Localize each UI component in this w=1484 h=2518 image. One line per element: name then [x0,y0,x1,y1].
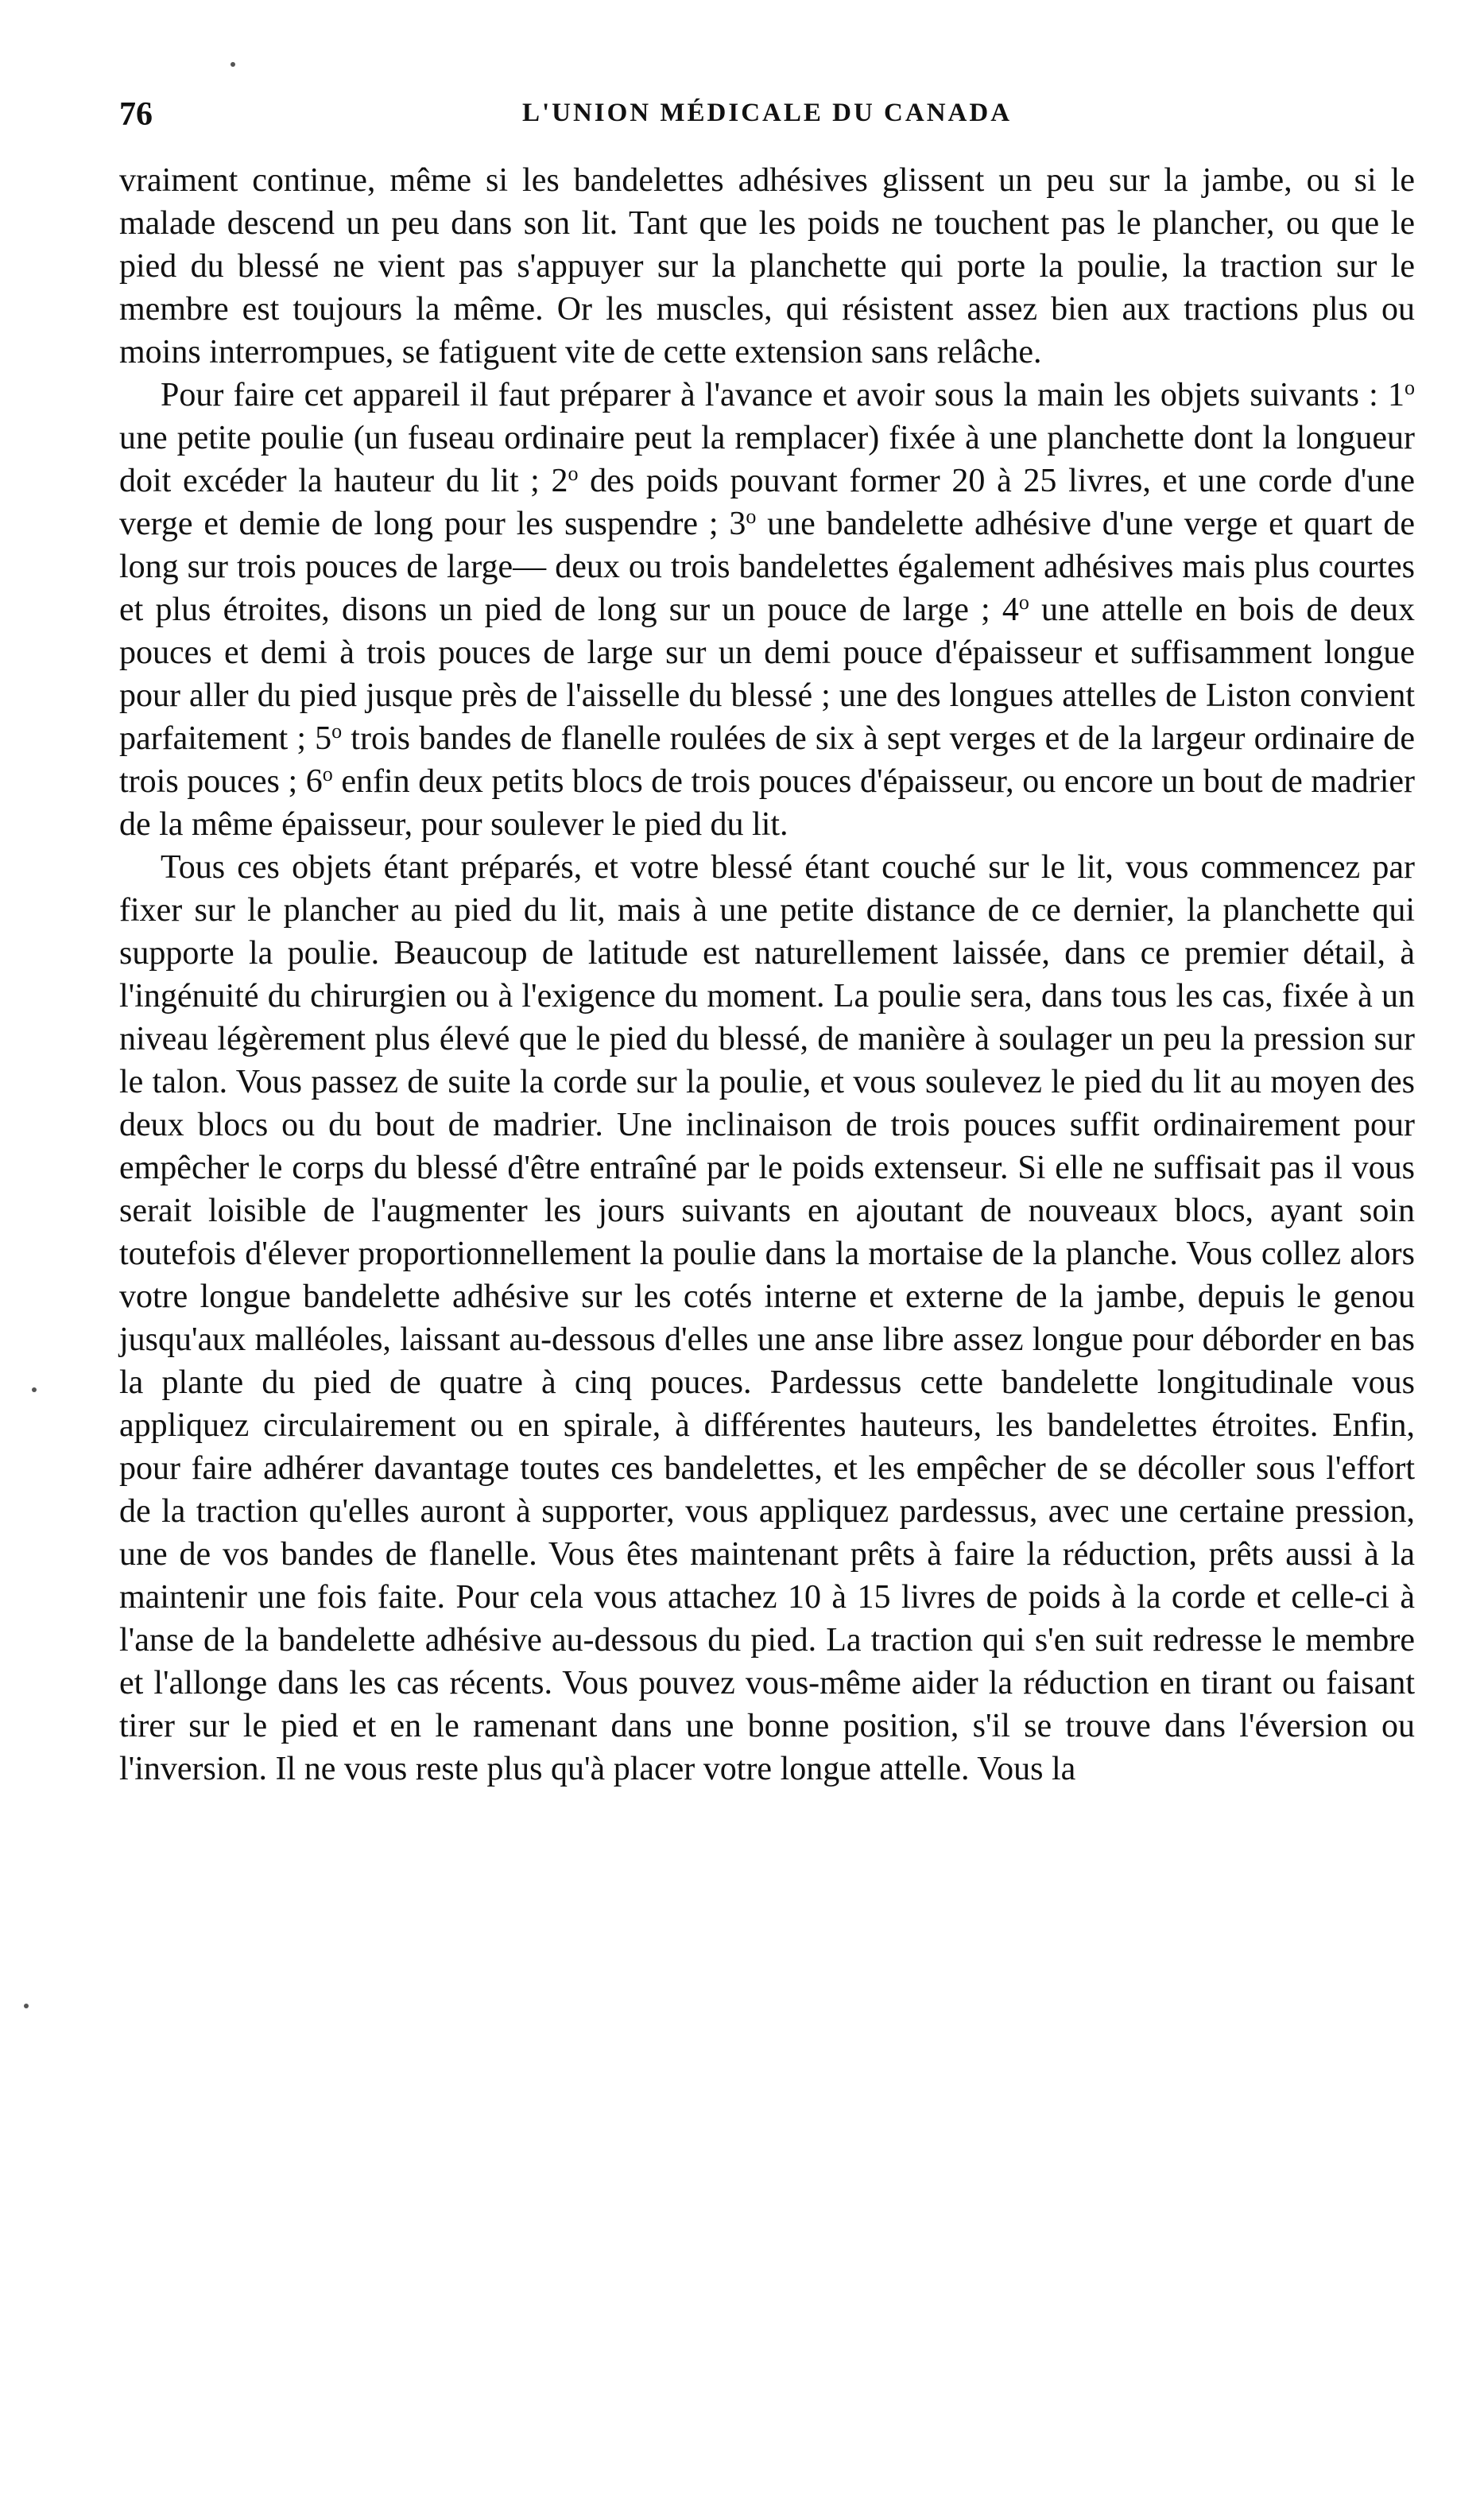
running-title: L'UNION MÉDICALE DU CANADA [521,99,1013,127]
article-body [119,159,1415,1791]
scan-speck [231,62,235,67]
paragraph-3: Tous ces objets étant préparés, et votre blessé étant couché sur le lit, vous commencez par fixer sur le plancher au pied du lit, mais à une petite distance de ce dernier, la planchette qui supporte la poulie. Beaucoup de latitude est naturellement laissée, dans ce premier détail, à l'ingénuité du chirurgien ou à l'exigence du moment. La poulie sera, dans tous les cas, fixée à un niveau légèrement plus élevé que le pied du blessé, de manière à soulager un peu la pression sur le talon. Vous passez de suite la corde sur la poulie, et vous soulevez le pied du lit au moyen des deux blocs ou du bout de madrier. Une inclinaison de trois pouces suffit ordinairement pour empêcher le corps du blessé d'être entraîné par le poids extenseur. Si elle ne suffisait pas il vous serait loisible de l'augmenter les jours suivants en ajoutant de nouveaux blocs, ayant soin toutefois d'élever proportionnellement la poulie dans la mortaise de la planche. Vous collez alors votre longue bandelette adhésive sur les cotés interne et externe de la jambe, depuis le genou jusqu'aux malléoles, laissant au-dessous d'elles une anse libre assez longue pour déborder en bas la plante du pied de quatre à cinq pouces. Pardessus cette bandelette longitudinale vous appliquez circulairement ou en spirale, à différentes hauteurs, les bandelettes étroites. Enfin, pour faire adhérer davantage toutes ces bandelettes, et les empêcher de se décoller sous l'effort de la traction qu'elles auront à supporter, vous appliquez pardessus, avec une certaine pression, une de vos bandes de flanelle. Vous êtes maintenant prêts à faire la réduction, prêts aussi à la maintenir une fois faite. Pour cela vous attachez 10 à 15 livres de poids à la corde et celle-ci à l'anse de la bandelette adhésive au-dessous du pied. La traction qui s'en suit redresse le membre et l'allonge dans les cas récents. Vous pouvez vous-même aider la réduction en tirant ou faisant tirer sur le pied et en le ramenant dans une bonne position, s'il se trouve dans l'éversion ou l'inversion. Il ne vous reste plus qu'à placer votre longue attelle. Vous la [119,849,1415,1787]
page-number: 76 [119,96,153,133]
paragraph-2: Pour faire cet appareil il faut préparer à l'avance et avoir sous la main les objets suivants : 1$^o$ une petite poulie (un fuseau ordinaire peut la remplacer) fixée à une planchette dont la longueur doit excéder la hauteur du lit ; 2$^o$ des poids pouvant former 20 à 25 livres, et une corde d'une verge et demie de long pour les suspendre ; 3$^o$ une bandelette adhésive d'une verge et quart de long sur trois pouces de large— deux ou trois bandelettes également adhésives mais plus courtes et plus étroites, disons un pied de long sur un pouce de large ; 4$^o$ une attelle en bois de deux pouces et demi à trois pouces de large sur un demi pouce d'épaisseur et suffisamment longue pour aller du pied jusque près de l'aisselle du blessé ; une des longues attelles de Liston convient parfaitement ; 5$^o$ trois bandes de flanelle roulées de six à sept verges et de la largeur ordinaire de trois pouces ; 6$^o$ enfin deux petits blocs de trois pouces d'épaisseur, ou encore un bout de madrier de la même épaisseur, pour soulever le pied du lit. [119,376,1416,843]
page-header [119,95,1415,159]
paragraph-1: vraiment continue, même si les bandelettes adhésives glissent un peu sur la jambe, ou si le malade descend un peu dans son lit. Tant que les poids ne touchent pas le plancher, ou que le pied du blessé ne vient pas s'appuyer sur la planchette qui porte la poulie, la traction sur le membre est toujours la même. Or les muscles, qui résistent assez bien aux tractions plus ou moins interrompues, se fatiguent vite de cette extension sans relâche. [119,162,1415,371]
scan-speck [32,1387,37,1392]
scan-speck [24,2004,29,2008]
journal-page [119,95,1415,2465]
